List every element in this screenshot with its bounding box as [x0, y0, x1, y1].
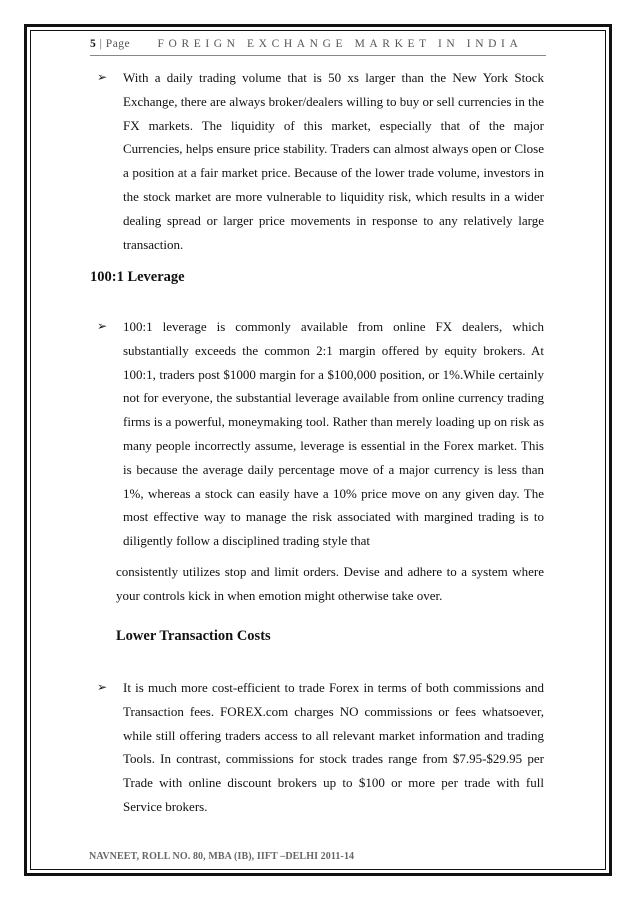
paragraph-transaction-costs: It is much more cost-efficient to trade Forex in terms of both commissions and Transaction fees. FOREX.com charges NO commissions or fees whatsoever, while still offering traders access to all relevant market information and trading Tools. In contrast, commissions for stock trades range from $7.95-$29.95 per Trade with online discount brokers up to $100 or more per trade with full Service brokers.: [123, 680, 544, 814]
header-title: FOREIGN EXCHANGE MARKET IN INDIA: [157, 38, 523, 50]
page-footer: NAVNEET, ROLL NO. 80, MBA (IB), IIFT –DELHI 2011-14: [89, 851, 355, 862]
heading-transaction-costs: Lower Transaction Costs: [116, 628, 271, 644]
bullet-arrow-icon: ➢: [97, 70, 108, 84]
paragraph-leverage: 100:1 leverage is commonly available from online FX dealers, which substantially exceeds the common 2:1 margin offered by equity brokers. At 100:1, traders post $1000 margin for a $100,000 position, or 1%.While certainly not for everyone, the substantial leverage available from online currency trading firms is a powerful, moneymaking tool. Rather than merely loading up on risk as many people incorrectly assume, leverage is essential in the Forex market. This is because the average daily percentage move of a major currency is less than 1%, whereas a stock can easily have a 10% price move on any given day. The most effective way to manage the risk associated with margined trading is to diligently follow a disciplined trading style that: [123, 319, 544, 549]
paragraph-liquidity: With a daily trading volume that is 50 xs larger than the New York Stock Exchange, there are always broker/dealers willing to buy or sell currencies in the FX markets. The liquidity of this market, especially that of the major Currencies, helps ensure price stability. Traders can almost always open or Close a position at a fair market price. Because of the lower trade volume, investors in the stock market are more vulnerable to liquidity risk, which results in a wider dealing spread or larger price movements in response to any relatively large transaction.: [123, 70, 544, 252]
header-rule: [90, 55, 546, 56]
paragraph-leverage-continued: consistently utilizes stop and limit orders. Devise and adhere to a system where your controls kick in when emotion might otherwise take over.: [116, 564, 544, 603]
heading-leverage: 100:1 Leverage: [90, 269, 185, 285]
bullet-arrow-icon: ➢: [97, 319, 108, 333]
page-header: [90, 38, 546, 50]
page-label: | Page: [96, 38, 131, 50]
page-number: 5: [90, 38, 97, 50]
bullet-arrow-icon: ➢: [97, 680, 108, 694]
